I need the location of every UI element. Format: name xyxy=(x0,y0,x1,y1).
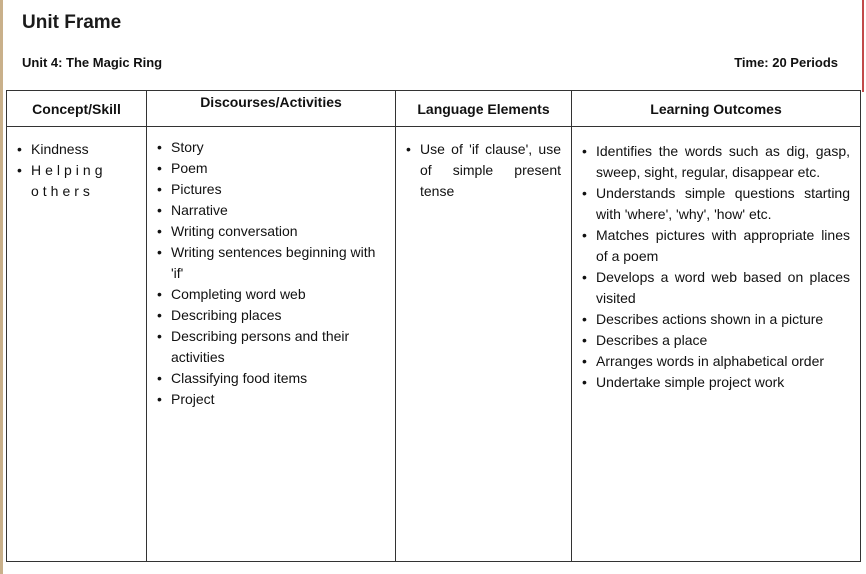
list-item: • Writing sentences beginning with 'if' xyxy=(155,242,387,284)
header-discourses-activities: Discourses/Activities xyxy=(147,91,396,127)
table-header-row xyxy=(7,91,861,127)
discourses-list xyxy=(155,137,387,410)
table-body-row xyxy=(7,127,861,562)
header-concept-skill: Concept/Skill xyxy=(7,91,147,127)
list-item: • Matches pictures with appropriate lines of a poem xyxy=(580,225,850,267)
unit-frame-table xyxy=(6,90,861,562)
discourses-cell xyxy=(147,127,396,562)
list-item: • Use of 'if clause', use of simple present tense xyxy=(404,139,561,202)
list-item: • Describes a place xyxy=(580,330,850,351)
list-item: • Understands simple questions starting with 'where', 'why', 'how' etc. xyxy=(580,183,850,225)
list-item: • Completing word web xyxy=(155,284,387,305)
list-item: • Story xyxy=(155,137,387,158)
left-margin-rule xyxy=(0,0,3,574)
list-item: • Project xyxy=(155,389,387,410)
page-title: Unit Frame xyxy=(22,12,122,33)
header-learning-outcomes: Learning Outcomes xyxy=(572,91,861,127)
list-item: • Identifies the words such as dig, gasp, sweep, sight, regular, disappear etc. xyxy=(580,141,850,183)
language-elements-cell xyxy=(396,127,572,562)
list-item: • Undertake simple project work xyxy=(580,372,850,393)
list-item: • Pictures xyxy=(155,179,387,200)
list-item: • Narrative xyxy=(155,200,387,221)
list-item: • Writing conversation xyxy=(155,221,387,242)
concept-skill-list xyxy=(15,139,138,202)
language-elements-list xyxy=(404,139,561,202)
list-item: • Describing places xyxy=(155,305,387,326)
list-item: • Helping others xyxy=(15,160,138,202)
header-language-elements: Language Elements xyxy=(396,91,572,127)
list-item: • Arranges words in alphabetical order xyxy=(580,351,850,372)
learning-outcomes-list xyxy=(580,141,850,393)
list-item: • Classifying food items xyxy=(155,368,387,389)
list-item: • Poem xyxy=(155,158,387,179)
right-margin-rule xyxy=(862,0,864,92)
list-item: • Develops a word web based on places visited xyxy=(580,267,850,309)
list-item: • Kindness xyxy=(15,139,138,160)
concept-skill-cell xyxy=(7,127,147,562)
unit-title: Unit 4: The Magic Ring xyxy=(22,55,163,70)
time-allocation: Time: 20 Periods xyxy=(734,55,838,70)
list-item: • Describes actions shown in a picture xyxy=(580,309,850,330)
learning-outcomes-cell xyxy=(572,127,861,562)
list-item: • Describing persons and their activities xyxy=(155,326,387,368)
